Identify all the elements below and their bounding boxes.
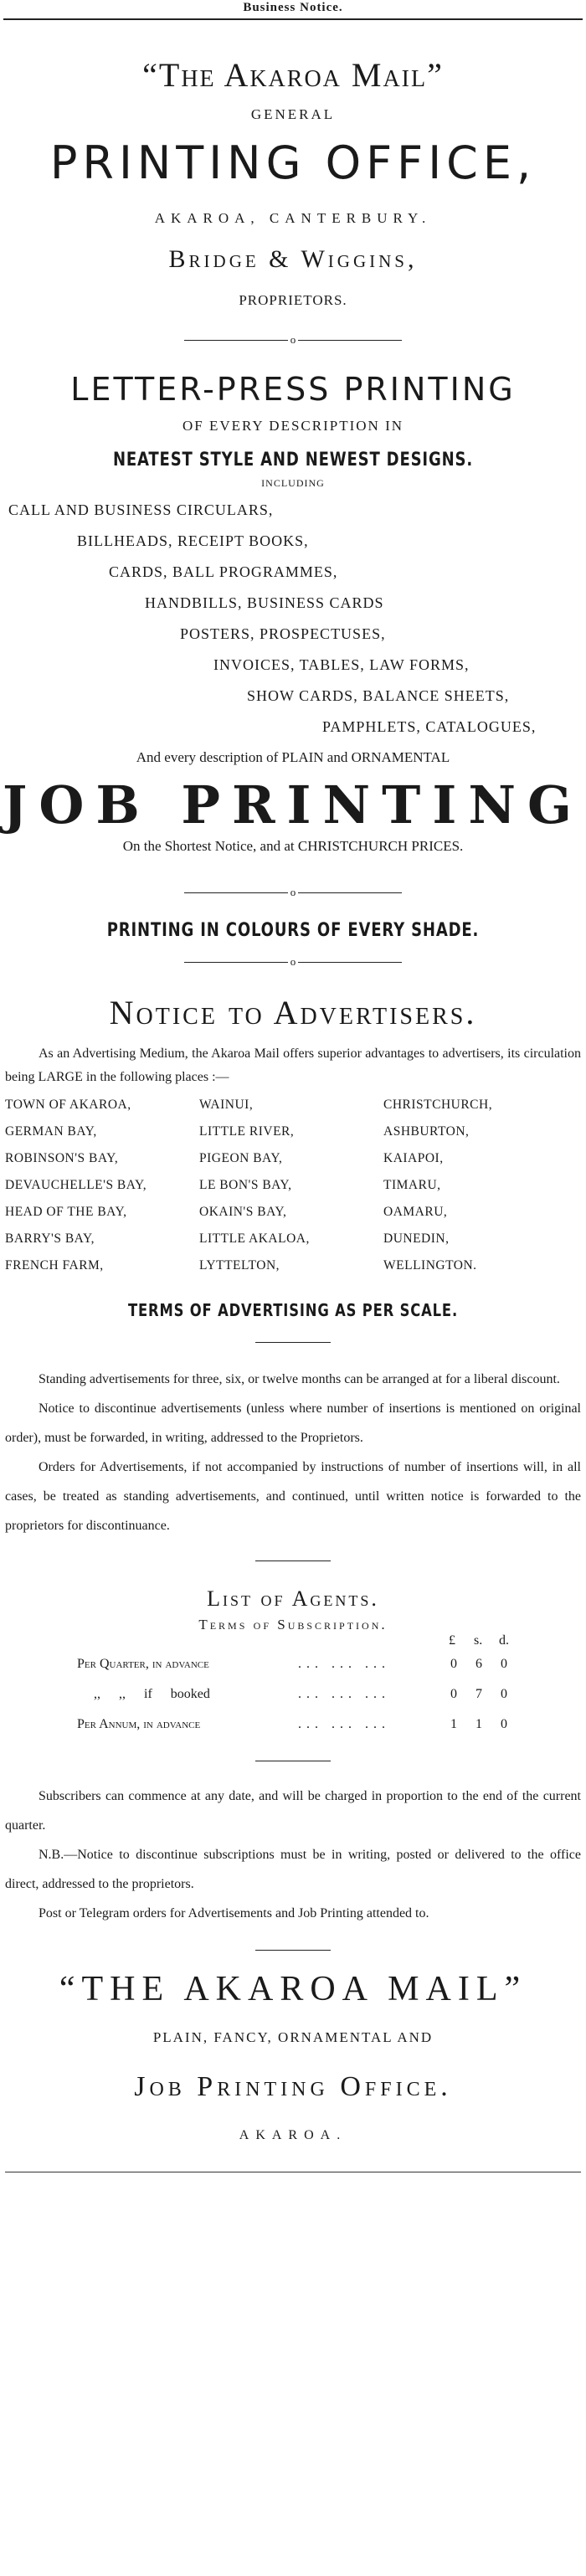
short-divider [255,1950,331,1951]
rate-label: Per Annum, in advance [77,1717,201,1731]
job-printing-heading: JOB PRINTING [3,774,583,836]
shortest-notice-line: On the Shortest Notice, and at CHRISTCHURCH PRICES. [122,838,464,854]
job-type-item: SHOW CARDS, BALANCE SHEETS, [247,687,510,704]
letterpress-heading: LETTER-PRESS PRINTING [70,371,516,408]
printing-office-heading: PRINTING OFFICE, [49,136,537,189]
including-label: INCLUDING [261,477,325,489]
notice-to-advertisers-heading: Notice to Advertisers. [109,994,477,1031]
town-name: HEAD OF THE BAY, [5,1205,127,1219]
ornamental-divider: o [184,885,402,902]
every-description-line: OF EVERY DESCRIPTION IN [182,418,404,434]
rate-shillings: 7 [475,1687,482,1701]
rate-dots: ... ... ... [298,1717,390,1731]
town-name: LE BON'S BAY, [199,1178,292,1192]
location-line: AKAROA, CANTERBURY. [154,210,432,226]
town-name: WAINUI, [199,1098,254,1112]
town-name: DUNEDIN, [383,1231,450,1246]
terms-of-subscription-heading: Terms of Subscription. [198,1617,388,1632]
subscription-paragraph: Subscribers can commence at any date, and will be charged in proportion to the end of the current quarter. [5,1789,581,1833]
town-name: GERMAN BAY, [5,1124,97,1139]
job-type-item: INVOICES, TABLES, LAW FORMS, [213,656,470,673]
firm-name: Bridge & Wiggins, [168,245,418,273]
ornamental-divider: o [184,332,402,349]
ornamental-divider: o [184,954,402,971]
town-name: ASHBURTON, [383,1124,470,1139]
short-divider [255,1342,331,1343]
subscription-rates-table [0,1633,586,1742]
job-types-list [0,495,586,743]
advertising-paragraph: Orders for Advertisements, if not accompanied by instructions of number of insertions will, in all cases, be treated as standing advertisements, and continued, until written notice is forwarded to the proprietors for discontinuance. [5,1460,581,1533]
pounds-header: £ [449,1633,455,1648]
rate-label: ,, ,, if booked [94,1687,210,1701]
job-type-item: CARDS, BALL PROGRAMMES, [109,563,338,580]
rate-pence: 0 [501,1687,507,1701]
rate-dots: ... ... ... [298,1687,390,1701]
rate-shillings: 1 [475,1717,482,1731]
towns-table [5,1094,581,1283]
subscription-paragraph: N.B.—Notice to discontinue subscriptions must be in writing, posted or delivered to the office direct, addressed to the proprietors. [5,1848,581,1891]
town-name: KAIAPOI, [383,1151,444,1165]
town-name: CHRISTCHURCH, [383,1098,493,1112]
rate-pounds: 1 [450,1717,457,1731]
job-type-item: HANDBILLS, BUSINESS CARDS [145,594,384,611]
job-printing-office-heading: Job Printing Office. [134,2071,452,2102]
town-name: ROBINSON'S BAY, [5,1151,119,1165]
town-name: TIMARU, [383,1178,441,1192]
colours-line: PRINTING IN COLOURS OF EVERY SHADE. [106,920,480,941]
advertising-paragraph: Standing advertisements for three, six, or twelve months can be arranged at for a liberal discount. [39,1372,560,1386]
town-name: OKAIN'S BAY, [199,1205,287,1219]
job-type-item: CALL AND BUSINESS CIRCULARS, [8,501,274,518]
town-name: BARRY'S BAY, [5,1231,95,1246]
advertising-intro: As an Advertising Medium, the Akaroa Mail offers superior advantages to advertisers, its circulation being LARGE in the following places :— [5,1046,581,1084]
neatest-style-line: NEATEST STYLE AND NEWEST DESIGNS. [112,450,473,470]
proprietors-label: PROPRIETORS. [239,292,347,308]
town-name: OAMARU, [383,1205,448,1219]
rate-pence: 0 [501,1657,507,1671]
rate-pence: 0 [501,1717,507,1731]
town-name: LITTLE AKALOA, [199,1231,310,1246]
footer-mail-title: “THE AKAROA MAIL” [59,1970,527,2008]
town-name: LYTTELTON, [199,1258,280,1273]
shillings-header: s. [474,1633,483,1648]
rate-pounds: 0 [450,1657,457,1671]
town-name: WELLINGTON. [383,1258,477,1273]
job-type-item: BILLHEADS, RECEIPT BOOKS, [77,532,309,549]
footer-location: AKAROA. [239,2128,347,2142]
subscription-paragraph: Post or Telegram orders for Advertisements and Job Printing attended to. [39,1906,429,1920]
job-type-item: POSTERS, PROSPECTUSES, [180,625,386,642]
list-of-agents-heading: List of Agents. [207,1586,379,1611]
plain-fancy-line: PLAIN, FANCY, ORNAMENTAL AND [152,2029,434,2045]
page-header: Business Notice. [3,0,583,20]
general-label: GENERAL [250,106,336,122]
job-type-item: PAMPHLETS, CATALOGUES, [322,718,537,735]
rate-dots: ... ... ... [298,1657,390,1671]
town-name: PIGEON BAY, [199,1151,283,1165]
rate-shillings: 6 [475,1657,482,1671]
rate-label: Per Quarter, in advance [77,1657,209,1671]
masthead-title: “The Akaroa Mail” [142,56,444,94]
terms-of-advertising: TERMS OF ADVERTISING AS PER SCALE. [128,1300,458,1320]
town-name: DEVAUCHELLE'S BAY, [5,1178,147,1192]
rate-pounds: 0 [450,1687,457,1701]
town-name: FRENCH FARM, [5,1258,104,1273]
town-name: TOWN OF AKAROA, [5,1098,131,1112]
pence-header: d. [499,1633,509,1648]
every-plain-line: And every description of PLAIN and ORNAMENTAL [136,749,450,765]
advertising-paragraph: Notice to discontinue advertisements (unless where number of insertions is mentioned on original order), must be forwarded, in writing, addressed to the Proprietors. [5,1401,581,1445]
town-name: LITTLE RIVER, [199,1124,295,1139]
